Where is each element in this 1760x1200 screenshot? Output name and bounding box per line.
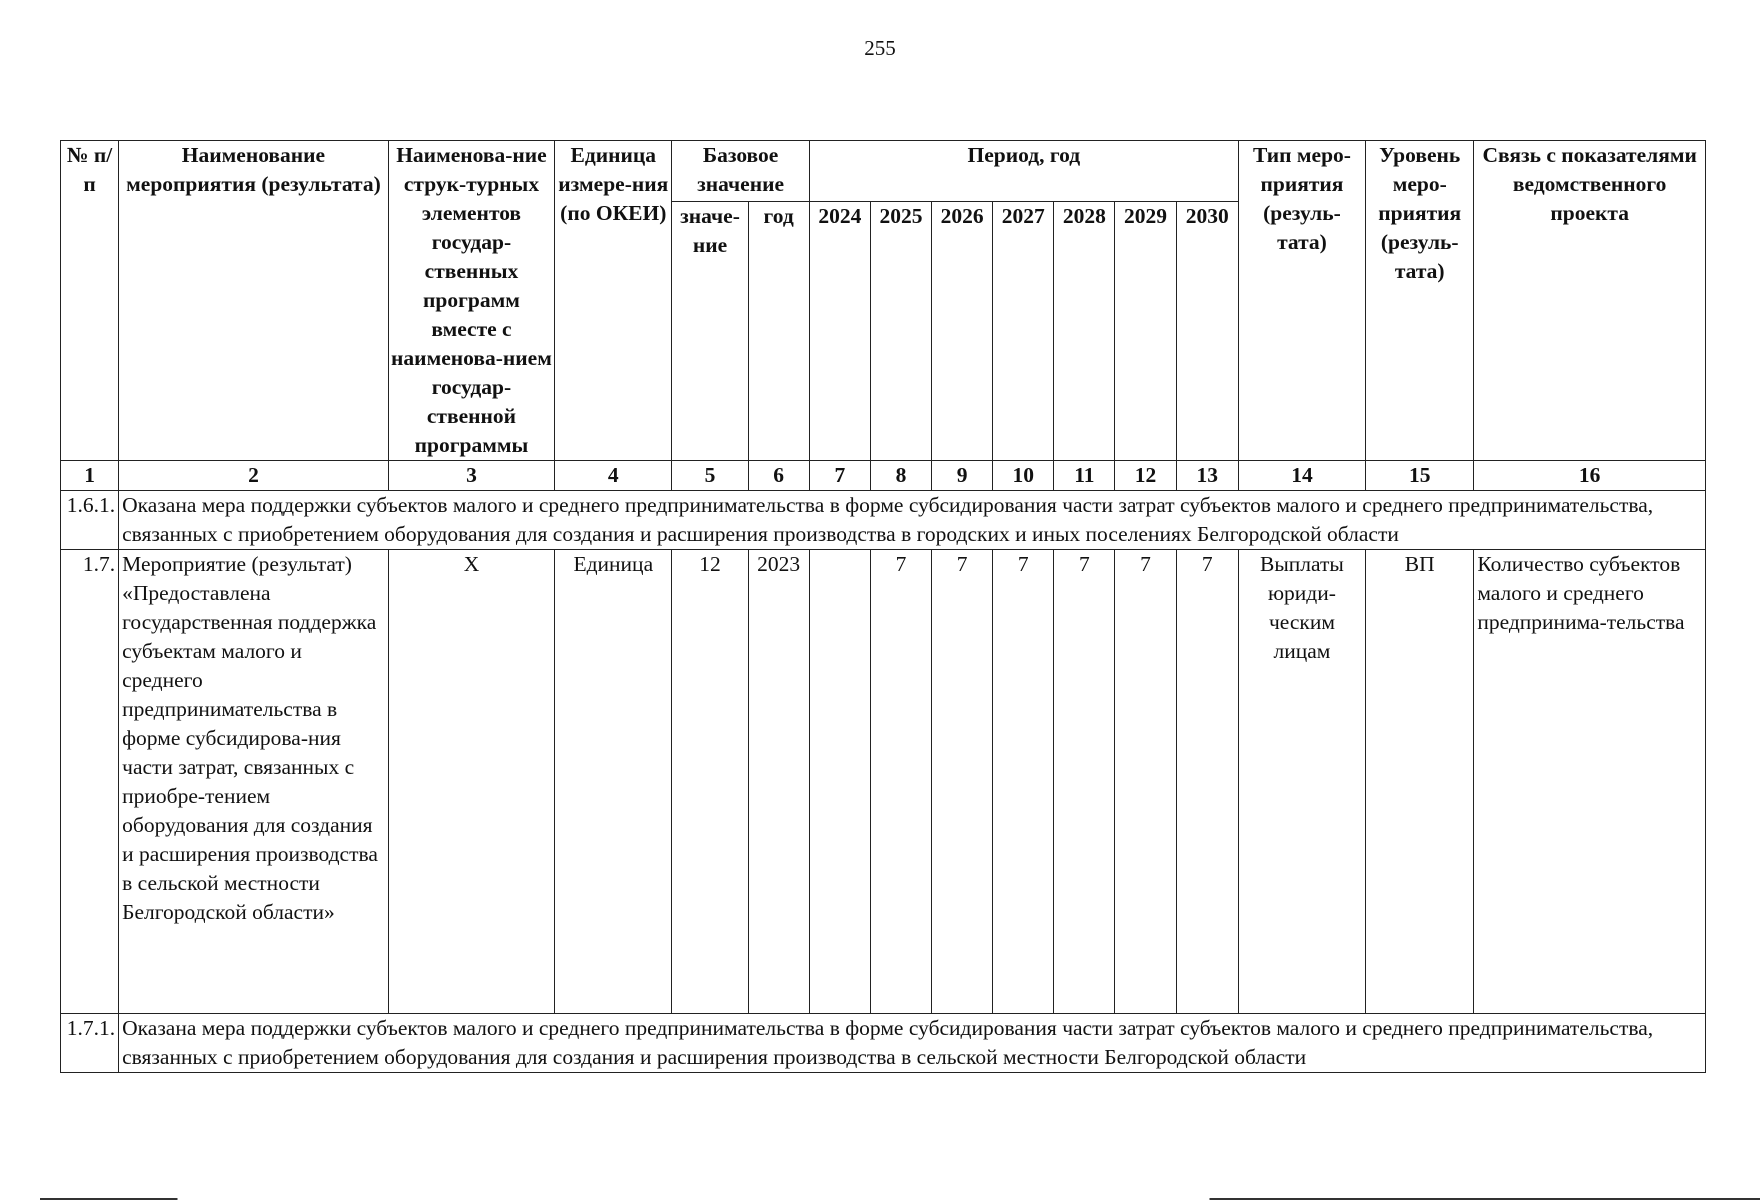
header-period-group: Период, год bbox=[809, 141, 1238, 202]
column-number: 14 bbox=[1238, 461, 1365, 491]
header-year-2025: 2025 bbox=[870, 201, 931, 460]
header-name: Наименование мероприятия (результата) bbox=[119, 141, 389, 461]
column-number: 9 bbox=[932, 461, 993, 491]
header-year-2026: 2026 bbox=[932, 201, 993, 460]
column-number: 5 bbox=[672, 461, 748, 491]
base-year: 2023 bbox=[748, 550, 809, 1014]
value-2029: 7 bbox=[1115, 550, 1176, 1014]
header-num: № п/п bbox=[61, 141, 119, 461]
header-row-1 bbox=[61, 141, 1706, 202]
column-number: 8 bbox=[870, 461, 931, 491]
column-number: 12 bbox=[1115, 461, 1176, 491]
unit-of-measure: Единица bbox=[555, 550, 672, 1014]
column-number: 10 bbox=[993, 461, 1054, 491]
row-1-7-1 bbox=[61, 1014, 1706, 1073]
value-2028: 7 bbox=[1054, 550, 1115, 1014]
header-base-value: значе-ние bbox=[672, 201, 748, 460]
base-value: 12 bbox=[672, 550, 748, 1014]
header-year-2027: 2027 bbox=[993, 201, 1054, 460]
header-year-2030: 2030 bbox=[1176, 201, 1238, 460]
measure-name: Мероприятие (результат) «Предоставлена государственная поддержка субъектам малого и среднего предпринимательства в форме субсидирова-ния части затрат, связанных с приобре-тением оборудования для создания и расширения производства в сельской местности Белгородской области» bbox=[119, 550, 389, 1014]
header-year-2029: 2029 bbox=[1115, 201, 1176, 460]
header-base-group: Базовое значение bbox=[672, 141, 809, 202]
header-year-2024: 2024 bbox=[809, 201, 870, 460]
column-number: 2 bbox=[119, 461, 389, 491]
row-1-7 bbox=[61, 550, 1706, 1014]
column-number: 6 bbox=[748, 461, 809, 491]
value-2026: 7 bbox=[932, 550, 993, 1014]
header-unit: Единица измере-ния (по ОКЕИ) bbox=[555, 141, 672, 461]
row-number: 1.7.1. bbox=[61, 1014, 119, 1073]
row-number: 1.6.1. bbox=[61, 491, 119, 550]
page-number: 255 bbox=[864, 36, 896, 60]
project-indicator-link: Количество субъектов малого и среднего предпринима-тельства bbox=[1474, 550, 1706, 1014]
header-link: Связь с показателями ведомственного проекта bbox=[1474, 141, 1706, 461]
row-1-6-1 bbox=[61, 491, 1706, 550]
structural-element: Х bbox=[388, 550, 554, 1014]
column-number: 4 bbox=[555, 461, 672, 491]
header-level: Уровень меро-приятия (резуль-тата) bbox=[1366, 141, 1474, 461]
header-year-2028: 2028 bbox=[1054, 201, 1115, 460]
column-number: 1 bbox=[61, 461, 119, 491]
result-description: Оказана мера поддержки субъектов малого и среднего предпринимательства в форме субсидирования части затрат субъектов малого и среднего предпринимательства, связанных с приобретением оборудования для создания и расширения производства в сельской местности Белгородской области bbox=[119, 1014, 1706, 1073]
header-base-year: год bbox=[748, 201, 809, 460]
column-number: 15 bbox=[1366, 461, 1474, 491]
column-number: 7 bbox=[809, 461, 870, 491]
column-numbers-row bbox=[61, 461, 1706, 491]
value-2027: 7 bbox=[993, 550, 1054, 1014]
header-struct: Наименова-ние струк-турных элементов государ-ственных программ вместе с наименова-нием государ-ственной программы bbox=[388, 141, 554, 461]
column-number: 3 bbox=[388, 461, 554, 491]
row-number: 1.7. bbox=[61, 550, 119, 1014]
result-description: Оказана мера поддержки субъектов малого и среднего предпринимательства в форме субсидирования части затрат субъектов малого и среднего предпринимательства, связанных с приобретением оборудования для создания и расширения производства в городских и иных поселениях Белгородской области bbox=[119, 491, 1706, 550]
column-number: 11 bbox=[1054, 461, 1115, 491]
value-2024 bbox=[809, 550, 870, 1014]
value-2030: 7 bbox=[1176, 550, 1238, 1014]
value-2025: 7 bbox=[870, 550, 931, 1014]
column-number: 13 bbox=[1176, 461, 1238, 491]
measure-level: ВП bbox=[1366, 550, 1474, 1014]
measure-type: Выплаты юриди-ческим лицам bbox=[1238, 550, 1365, 1014]
column-number: 16 bbox=[1474, 461, 1706, 491]
measures-table bbox=[60, 140, 1706, 1073]
header-type: Тип меро-приятия (резуль-тата) bbox=[1238, 141, 1365, 461]
